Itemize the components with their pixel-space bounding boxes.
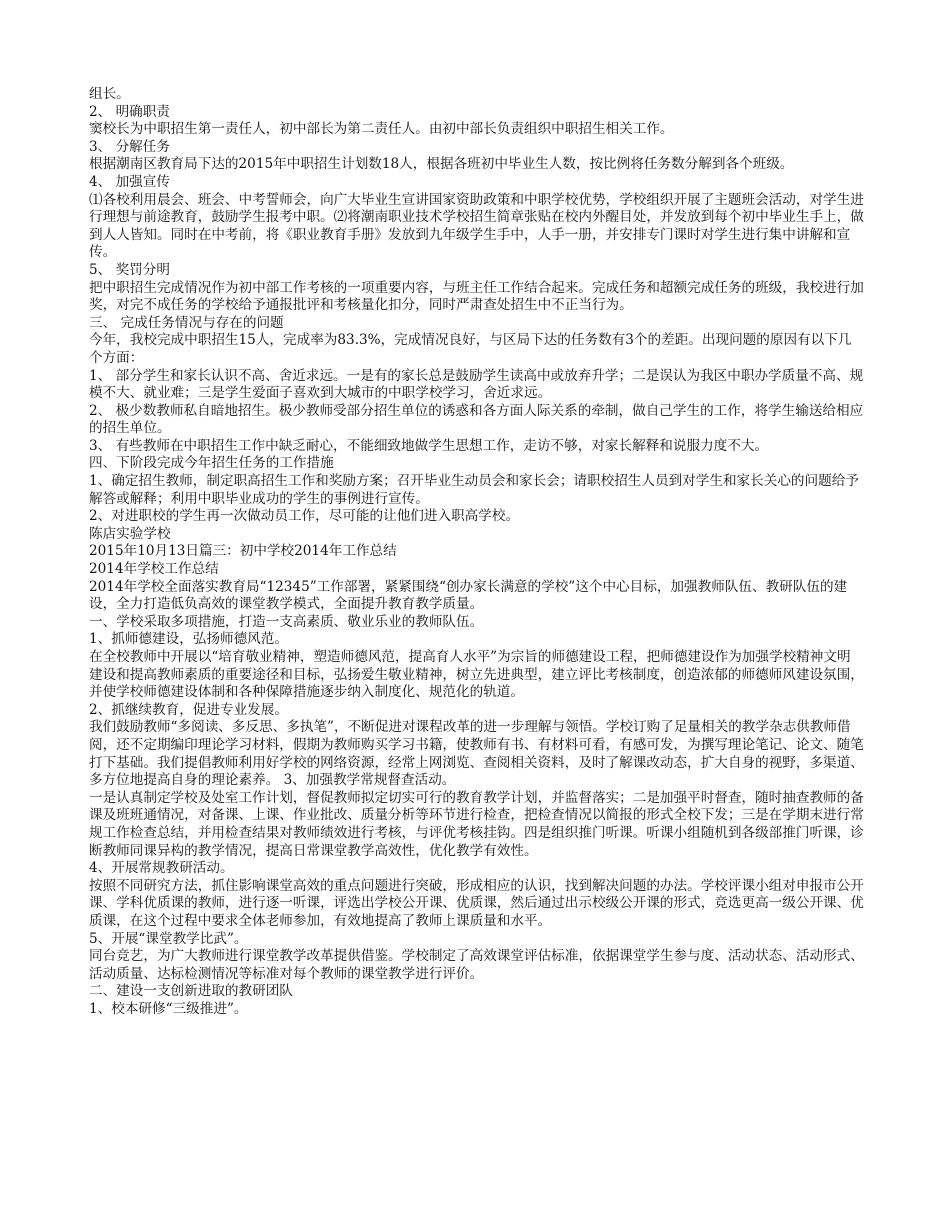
- text-line: 组长。: [89, 86, 130, 102]
- document-title: 2014年学校工作总结: [89, 561, 219, 578]
- text-line: 我们鼓励教师“多阅读、多反思、多执笔”，不断促进对课程改革的进一步理解与领悟。学校订购了足量相关的教学杂志供教师借阅，还不定期编印理论学习材料，假期为教师购买学习书籍，使教师有书、有材料可看，有感可发，为撰写理论笔记、论文、随笔打下基础。我们提倡教师利用好学校的网络资源，经常上网浏览、查阅相关资料，及时了解课改动态，扩大自身的视野，多渠道、多方位地提高自身的理论素养。 3、加强教学常规督查活动。: [89, 719, 864, 789]
- heading-line: 5、 奖罚分明: [89, 261, 170, 278]
- text-line: 2、 极少数教师私自暗地招生。极少教师受部分招生单位的诱惑和各方面人际关系的牵制，做自己学生的工作，将学生输送给相应的招生单位。: [89, 402, 864, 437]
- section-heading: 四、下阶段完成今年招生任务的工作措施: [89, 455, 334, 472]
- heading-line: 1、校本研修“三级推进”。: [89, 1000, 248, 1017]
- text-line: 2014年学校全面落实教育局“12345”工作部署，紧紧围绕“创办家长满意的学校”这个中心目标，加强教师队伍、教研队伍的建设，全力打造低负高效的课堂教学模式，全面提升教育教学质量。: [89, 578, 848, 613]
- text-line: 1、 部分学生和家长认识不高、舍近求远。一是有的家长总是鼓励学生读高中或放弃升学；二是误认为我区中职办学质量不高、规模不大、就业难；三是学生爱面子喜欢到大城市的中职学校学习，舍近求远。: [89, 367, 864, 402]
- text-line: ⑴各校利用晨会、班会、中考誓师会，向广大毕业生宣讲国家资助政策和中职学校优势，学校组织开展了主题班会活动，对学生进行理想与前途教育，鼓励学生报考中职。⑵将潮南职业技术学校招生简章张贴在校内外醒目处，并发放到每个初中毕业生手上，做到人人皆知。同时在中考前，将《职业教育手册》发放到九年级学生手中，人手一册，并安排专门课时对学生进行集中讲解和宣传。: [89, 191, 864, 261]
- text-line: 把中职招生完成情况作为初中部工作考核的一项重要内容，与班主任工作结合起来。完成任务和超额完成任务的班级，我校进行加奖，对完不成任务的学校给予通报批评和考核量化扣分，同时严肃查处招生中不正当行为。: [89, 279, 864, 314]
- heading-line: 2、 明确职责: [89, 103, 170, 120]
- date-line: 2015年10月13日篇三：初中学校2014年工作总结: [89, 543, 397, 560]
- text-line: 根据潮南区教育局下达的2015年中职招生计划数18人，根据各班初中毕业生人数，按比例将任务数分解到各个班级。: [89, 156, 794, 173]
- heading-line: 5、开展“课堂教学比武”。: [89, 930, 248, 947]
- heading-line: 2、抓继续教育，促进专业发展。: [89, 701, 288, 718]
- text-line: 一是认真制定学校及处室工作计划，督促教师拟定切实可行的教育教学计划，并监督落实；二是加强平时督查，随时抽查教师的备课及班班通情况，对备课、上课、作业批改、质量分析等环节进行检查，把检查情况以简报的形式全校下发；三是在学期末进行常规工作检查总结，并用检查结果对教师绩效进行考核，与评优考核挂钩。四是组织推门听课。听课小组随机到各级部推门听课，诊断教师同课异构的教学情况，提高日常课堂教学高效性，优化教学有效性。: [89, 789, 864, 859]
- text-line: 窦校长为中职招生第一责任人，初中部长为第二责任人。由初中部长负责组织中职招生相关工作。: [89, 121, 674, 138]
- section-heading: 二、建设一支创新进取的教研团队: [89, 983, 293, 1000]
- text-line: 在全校教师中开展以“培育敬业精神，塑造师德风范，提高育人水平”为宗旨的师德建设工程，把师德建设作为加强学校精神文明建设和提高教师素质的重要途径和目标，弘扬爱生敬业精神，树立先进典型，建立评比考核制度，创造浓郁的师德师风建设氛围，并使学校师德建设体制和各种保障措施逐步纳入制度化、规范化的轨道。: [89, 649, 864, 701]
- heading-line: 3、 分解任务: [89, 138, 170, 155]
- text-line: 按照不同研究方法，抓住影响课堂高效的重点问题进行突破，形成相应的认识，找到解决问题的办法。学校评课小组对申报市公开课、学科优质课的教师，进行逐一听课，评选出学校公开课、优质课，然后通过出示校级公开课的形式，竞选更高一级公开课、优质课，在这个过程中要求全体老师参加，有效地提高了教师上课质量和水平。: [89, 877, 864, 929]
- text-line: 今年，我校完成中职招生15人，完成率为83.3%，完成情况良好，与区局下达的任务数有3个的差距。出现问题的原因有以下几个方面：: [89, 332, 852, 366]
- text-line: 2、对进职校的学生再一次做动员工作，尽可能的让他们进入职高学校。: [89, 508, 520, 525]
- document-page: [89, 86, 864, 1018]
- text-line: 3、 有些教师在中职招生工作中缺乏耐心，不能细致地做学生思想工作，走访不够，对家长解释和说服力度不大。: [89, 437, 769, 454]
- school-name: 陈店实验学校: [89, 525, 171, 542]
- heading-line: 4、 加强宣传: [89, 173, 170, 190]
- section-heading: 一、学校采取多项措施，打造一支高素质、敬业乐业的教师队伍。: [89, 613, 484, 630]
- section-heading: 三、 完成任务情况与存在的问题: [89, 314, 284, 331]
- heading-line: 1、抓师德建设，弘扬师德风范。: [89, 631, 288, 648]
- text-line: 1、确定招生教师，制定职高招生工作和奖励方案；召开毕业生动员会和家长会；请职校招生人员到对学生和家长关心的问题给予解答或解释；利用中职毕业成功的学生的事例进行宣传。: [89, 473, 859, 507]
- text-line: 同台竞艺，为广大教师进行课堂教学改革提供借鉴。学校制定了高效课堂评估标准，依据课堂学生参与度、活动状态、活动形式、活动质量、达标检测情况等标准对每个教师的课堂教学进行评价。: [89, 948, 864, 982]
- heading-line: 4、开展常规教研活动。: [89, 860, 234, 877]
